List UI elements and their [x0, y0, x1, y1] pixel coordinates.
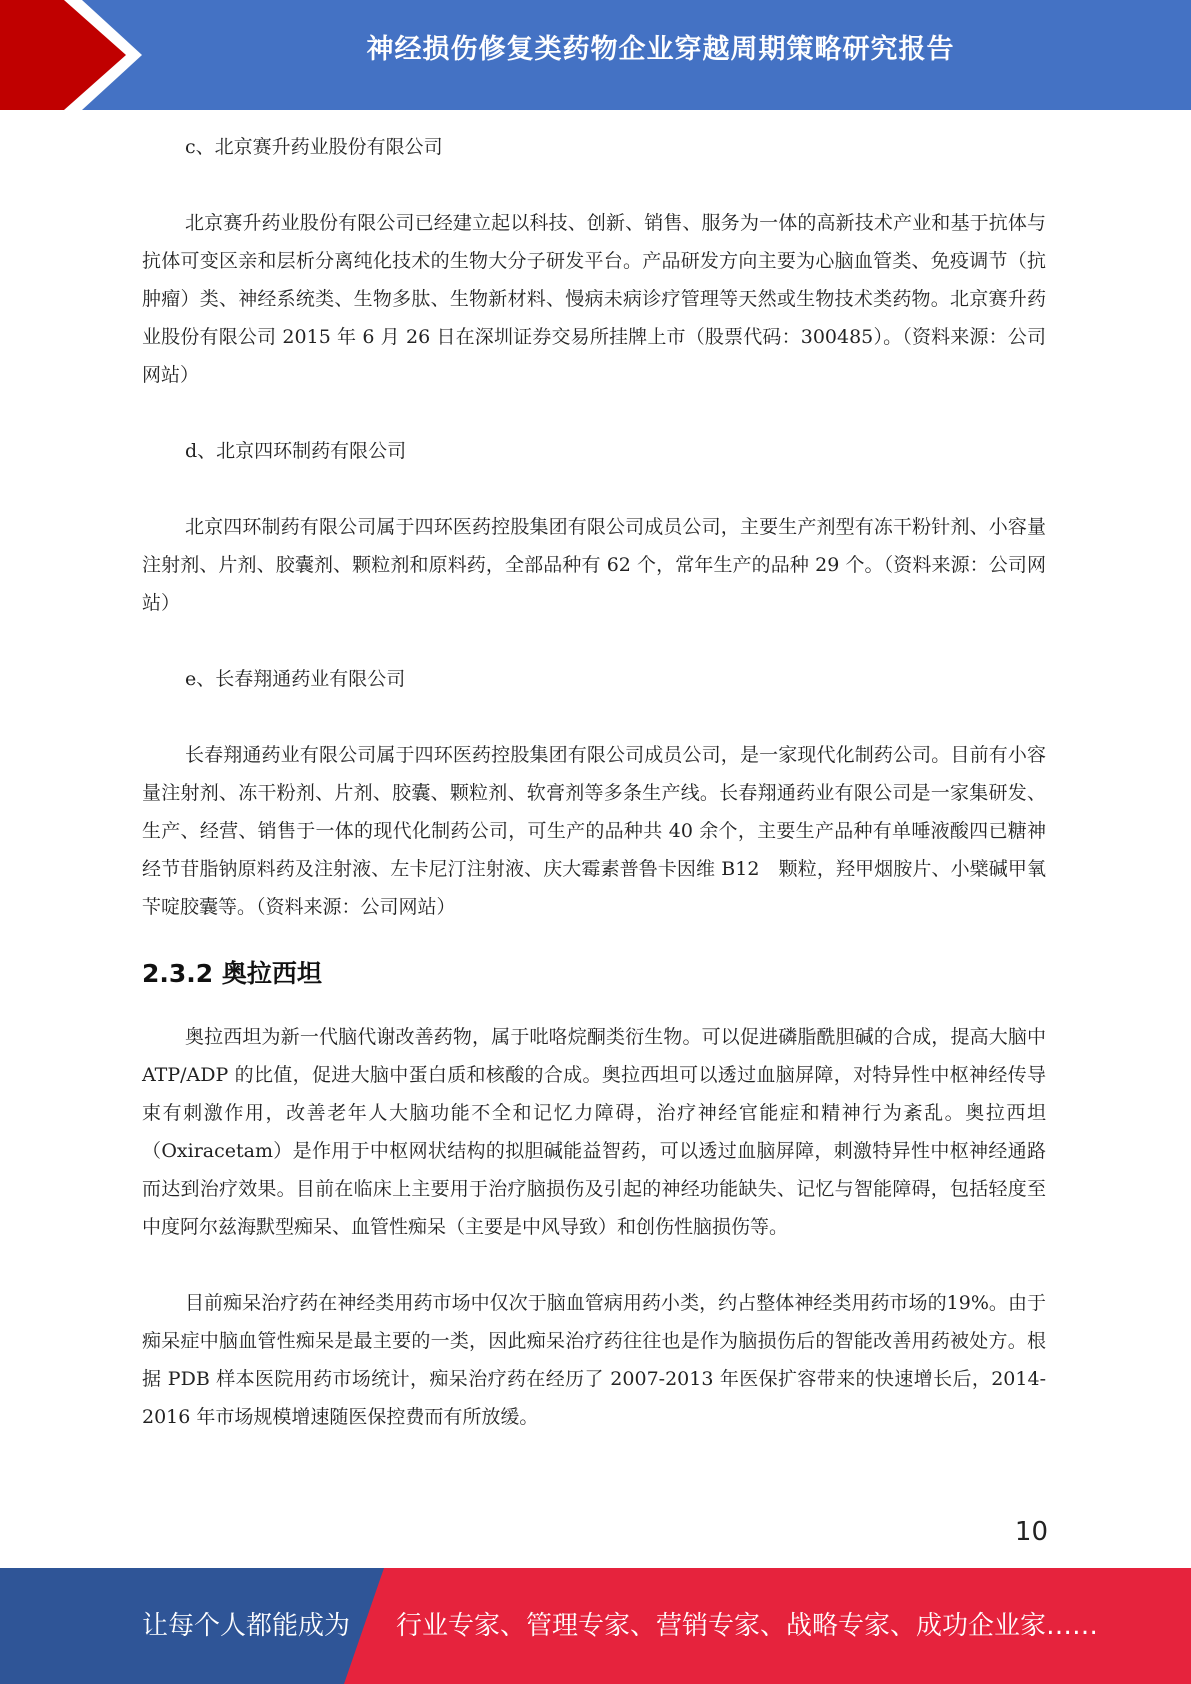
subsection-e-title: e、长春翔通药业有限公司	[185, 668, 406, 690]
header-title: 神经损伤修复类药物企业穿越周期策略研究报告	[366, 34, 955, 65]
paragraph-d: 北京四环制药有限公司属于四环医药控股集团有限公司成员公司，主要生产剂型有冻干粉针剂、小容量注射剂、片剂、胶囊剂、颗粒剂和原料药，全部品种有 62 个，常年生产的品种 29 个。（资料来源：公司网站）	[142, 516, 1046, 614]
paragraph-market: 目前痴呆治疗药在神经类用药市场中仅次于脑血管病用药小类，约占整体神经类用药市场的19%。由于痴呆症中脑血管性痴呆是最主要的一类，因此痴呆治疗药往往也是作为脑损伤后的智能改善用药被处方。根据 PDB 样本医院用药市场统计，痴呆治疗药在经历了 2007-2013 年医保扩容带来的快速增长后，2014-2016 年市场规模增速随医保控费而有所放缓。	[142, 1292, 1046, 1428]
header-chevron-decoration	[0, 0, 160, 110]
paragraph-c: 北京赛升药业股份有限公司已经建立起以科技、创新、销售、服务为一体的高新技术产业和基于抗体与抗体可变区亲和层析分离纯化技术的生物大分子研发平台。产品研发方向主要为心脑血管类、免疫调节（抗肿瘤）类、神经系统类、生物多肽、生物新材料、慢病未病诊疗管理等天然或生物技术类药物。北京赛升药业股份有限公司 2015 年 6 月 26 日在深圳证券交易所挂牌上市（股票代码：300485）。（资料来源：公司网站）	[142, 212, 1046, 386]
page-header	[0, 0, 1191, 110]
subsection-d-title: d、北京四环制药有限公司	[185, 440, 407, 462]
paragraph-oxiracetam: 奥拉西坦为新一代脑代谢改善药物，属于吡咯烷酮类衍生物。可以促进磷脂酰胆碱的合成，提高大脑中 ATP/ADP 的比值，促进大脑中蛋白质和核酸的合成。奥拉西坦可以透过血脑屏障，对特异性中枢神经传导束有刺激作用，改善老年人大脑功能不全和记忆力障碍，治疗神经官能症和精神行为紊乱。奥拉西坦（Oxiracetam）是作用于中枢网状结构的拟胆碱能益智药，可以透过血脑屏障，刺激特异性中枢神经通路而达到治疗效果。目前在临床上主要用于治疗脑损伤及引起的神经功能缺失、记忆与智能障碍，包括轻度至中度阿尔兹海默型痴呆、血管性痴呆（主要是中风导致）和创伤性脑损伤等。	[142, 1026, 1046, 1238]
paragraph-e: 长春翔通药业有限公司属于四环医药控股集团有限公司成员公司，是一家现代化制药公司。目前有小容量注射剂、冻干粉剂、片剂、胶囊、颗粒剂、软膏剂等多条生产线。长春翔通药业有限公司是一家集研发、生产、经营、销售于一体的现代化制药公司，可生产的品种共 40 余个，主要生产品种有单唾液酸四已糖神经节苷脂钠原料药及注射液、左卡尼汀注射液、庆大霉素普鲁卡因维 B12 颗粒，羟甲烟胺片、小檗碱甲氧苄啶胶囊等。（资料来源：公司网站）	[142, 744, 1046, 918]
page-footer	[0, 1568, 1191, 1684]
footer-slogan-left: 让每个人都能成为	[142, 1611, 351, 1641]
subsection-c-title: c、北京赛升药业股份有限公司	[185, 136, 443, 158]
section-heading: 2.3.2 奥拉西坦	[142, 959, 322, 988]
page-content	[142, 128, 1046, 1436]
footer-slogan-right: 行业专家、管理专家、营销专家、战略专家、成功企业家……	[396, 1611, 1099, 1641]
page-number: 10	[1014, 1517, 1048, 1547]
